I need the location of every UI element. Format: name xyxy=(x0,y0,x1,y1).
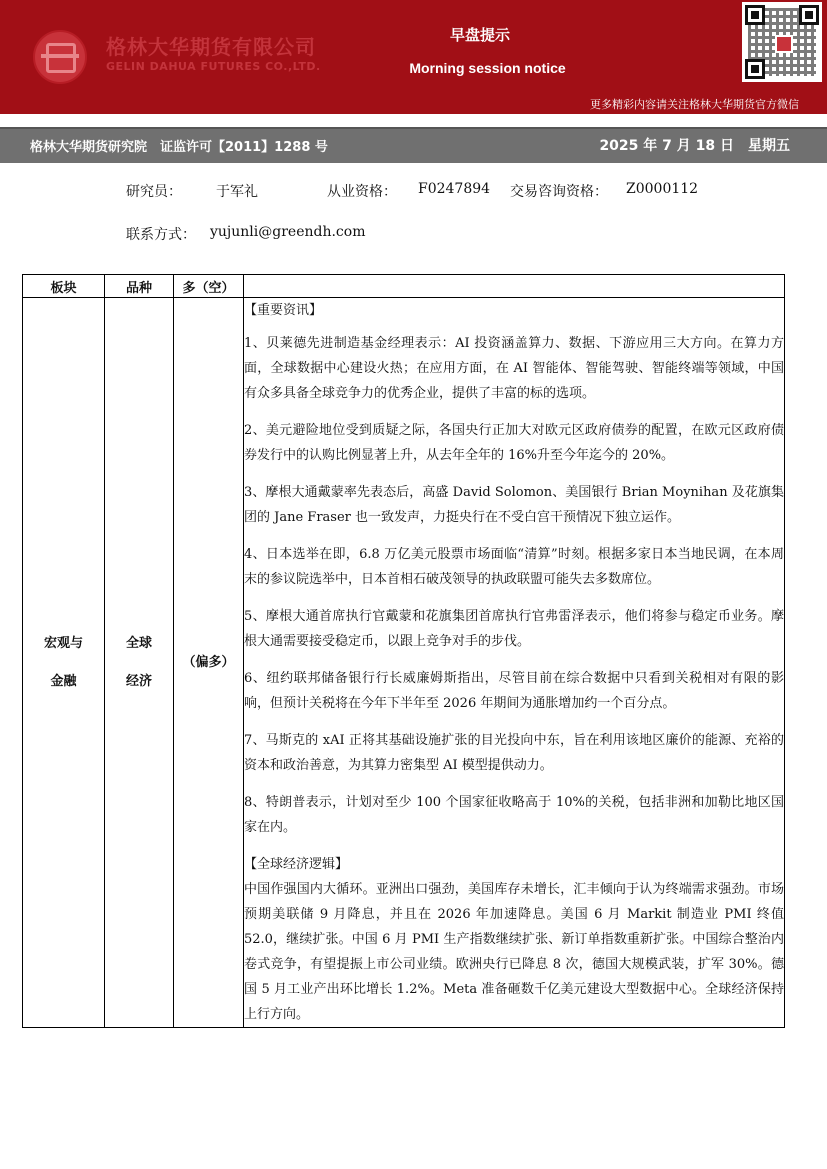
consult-number: Z0000112 xyxy=(626,181,699,197)
qualification-number: F0247894 xyxy=(418,181,491,197)
contact-label: 联系方式： xyxy=(126,227,196,243)
consult-label: 交易咨询资格： xyxy=(510,184,608,200)
news-item: 4、日本选举在即，6.8 万亿美元股票市场面临“清算”时刻。根据多家日本当地民调，在本周末的参议院选举中，日本首相石破茂领导的执政联盟可能失去多数席位。 xyxy=(244,547,784,587)
notice-title-en: Morning session notice xyxy=(409,60,566,76)
notice-title-cn: 早盘提示 xyxy=(449,26,510,44)
header-sector: 板块 xyxy=(23,275,105,298)
table-row xyxy=(23,298,785,1028)
report-table xyxy=(22,274,785,1028)
logic-section-title: 【全球经济逻辑】 xyxy=(244,857,349,872)
header-content xyxy=(244,275,785,298)
sector-cell: 宏观与 金融 xyxy=(23,298,105,1028)
table-header-row xyxy=(23,275,785,298)
company-logo-icon xyxy=(33,30,87,84)
news-item: 5、摩根大通首席执行官戴蒙和花旗集团首席执行官弗雷泽表示，他们将参与稳定币业务。摩根大通需要接受稳定币，以跟上竞争对手的步伐。 xyxy=(244,609,784,649)
news-item: 2、美元避险地位受到质疑之际，各国央行正加大对欧元区政府债券的配置，在欧元区政府债券发行中的认购比例显著上升，从去年全年的 16%升至今年迄今的 20%。 xyxy=(244,423,784,463)
news-section-title: 【重要资讯】 xyxy=(244,303,323,318)
qualification-label: 从业资格： xyxy=(327,184,397,200)
institute-license: 格林大华期货研究院 证监许可【2011】1288 号 xyxy=(30,140,328,155)
company-name-en: GELIN DAHUA FUTURES CO.,LTD. xyxy=(106,60,321,73)
header-direction: 多（空） xyxy=(174,275,244,298)
report-date: 2025 年 7 月 18 日 星期五 xyxy=(599,138,790,154)
logic-paragraph: 中国作强国内大循环。亚洲出口强劲，美国库存未增长，汇丰倾向于认为终端需求强劲。市场预期美联储 9 月降息，并且在 2026 年加速降息。美国 6 月 Markit 制造业 PMI 终值 52.0，继续扩张。中国 6 月 PMI 生产指数继续扩张、新订单指数重新扩张。中国综合整治内卷式竞争，有望提振上市公司业绩。欧洲央行已降息 8 次，德国大规模武装，扩军 30%。德国 5 月工业产出环比增长 1.2%。Meta 准备砸数千亿美元建设大型数据中心。全球经济保持上行方向。 xyxy=(244,882,784,1022)
variety-cell: 全球 经济 xyxy=(105,298,174,1028)
direction-cell: （偏多） xyxy=(174,298,244,1028)
researcher-line xyxy=(0,181,827,201)
news-item: 3、摩根大通戴蒙率先表态后，高盛 David Solomon、美国银行 Brian Moynihan 及花旗集团的 Jane Fraser 也一致发声，力挺央行在不受白宫干预情况下独立运作。 xyxy=(244,485,784,525)
contact-line xyxy=(0,224,827,244)
news-item: 6、纽约联邦储备银行行长威廉姆斯指出，尽管目前在综合数据中只看到关税相对有限的影响，但预计关税将在今年下半年至 2026 年期间为通胀增加约一个百分点。 xyxy=(244,671,784,711)
contact-email[interactable]: yujunli@greendh.com xyxy=(210,224,366,240)
news-item: 8、特朗普表示，计划对至少 100 个国家征收略高于 10%的关税，包括非洲和加勒比地区国家在内。 xyxy=(244,795,784,835)
researcher-label: 研究员： xyxy=(126,184,182,200)
header-variety: 品种 xyxy=(105,275,174,298)
news-item: 7、马斯克的 xAI 正将其基础设施扩张的目光投向中东，旨在利用该地区廉价的能源、充裕的资本和政治善意，为其算力密集型 AI 模型提供动力。 xyxy=(244,733,784,773)
news-item: 1、贝莱德先进制造基金经理表示：AI 投资涵盖算力、数据、下游应用三大方向。在算力方面，全球数据中心建设火热；在应用方面，在 AI 智能体、智能驾驶、智能终端等领域，中国有众多具备全球竞争力的优秀企业，提供了丰富的标的选项。 xyxy=(244,336,784,401)
content-cell xyxy=(244,298,785,1028)
follow-wechat-text: 更多精彩内容请关注格林大华期货官方微信 xyxy=(590,98,799,111)
researcher-name: 于军礼 xyxy=(216,184,258,200)
company-name-cn: 格林大华期货有限公司 xyxy=(106,35,316,59)
qr-code-icon xyxy=(742,2,822,82)
